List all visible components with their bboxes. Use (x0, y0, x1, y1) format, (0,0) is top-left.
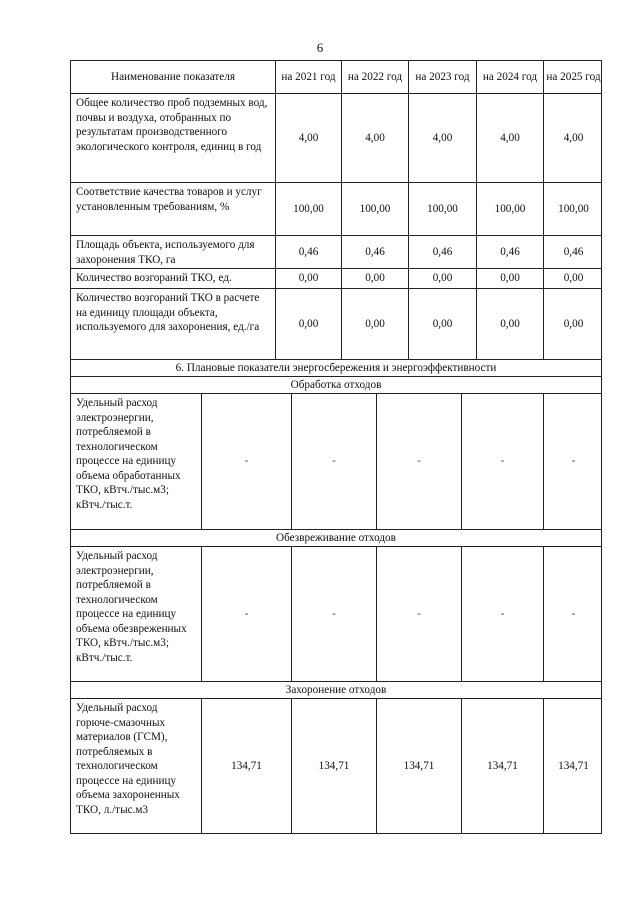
value-2021: 0,46 (276, 236, 342, 269)
indicator-name: Удельный расход горюче-смазочных материалов (ГСМ), потребляемых в технологическом процессе на единицу объема захороненных ТКО, л./тыс.м3 (71, 699, 202, 833)
indicator-name: Удельный расход электроэнергии, потребляемой в технологическом процессе на единицу объема обработанных ТКО, кВтч./тыс.м3; кВтч./тыс.т. (71, 394, 202, 529)
value-2023: 134,71 (377, 699, 462, 833)
header-year-2023: на 2023 год (409, 61, 477, 93)
value-2021: - (202, 394, 292, 529)
value-2023: 0,00 (409, 289, 477, 359)
value-2025: 0,00 (563, 272, 584, 285)
table-row (70, 547, 602, 682)
table-row (70, 699, 602, 834)
value-2023: - (377, 547, 462, 681)
value-2021: 100,00 (276, 183, 342, 235)
table-row (70, 183, 602, 236)
value-2025: 100,00 (558, 202, 589, 215)
value-2021: 0,00 (276, 269, 342, 288)
value-2023: 0,00 (409, 269, 477, 288)
group-title-row (70, 682, 602, 699)
header-year-2021: на 2021 год (276, 61, 342, 93)
value-2025: - (571, 607, 576, 620)
indicator-name: Количество возгораний ТКО в расчете на единицу площади объекта, используемого для захоронения, ед./га (71, 289, 276, 359)
value-2024: - (462, 547, 544, 681)
indicator-name: Общее количество проб подземных вод, почвы и воздуха, отобранных по результатам производственного экологического контроля, единиц в год (71, 94, 276, 182)
section-title-row (70, 360, 602, 377)
value-2023: 0,46 (409, 236, 477, 269)
indicators-table (70, 60, 602, 834)
value-2024: 134,71 (462, 699, 544, 833)
value-2022: 100,00 (342, 183, 409, 235)
value-2022: 134,71 (292, 699, 377, 833)
value-2025: 0,00 (563, 317, 584, 330)
value-2025: 0,46 (563, 246, 584, 259)
section-title: 6. Плановые показатели энергосбережения и энергоэффективности (175, 362, 497, 374)
value-2022: 0,46 (342, 236, 409, 269)
indicator-name: Площадь объекта, используемого для захоронения ТКО, га (71, 236, 276, 269)
header-indicator-name: Наименование показателя (71, 61, 276, 93)
value-2023: 100,00 (409, 183, 477, 235)
value-2024: - (462, 394, 544, 529)
value-2023: 4,00 (409, 94, 477, 182)
indicator-name: Количество возгораний ТКО, ед. (71, 269, 276, 288)
value-2025: 134,71 (558, 759, 589, 772)
value-2023: - (377, 394, 462, 529)
table-row (70, 394, 602, 530)
value-2024: 100,00 (477, 183, 544, 235)
header-year-2024: на 2024 год (477, 61, 544, 93)
value-2021: 4,00 (276, 94, 342, 182)
indicator-name: Удельный расход электроэнергии, потребляемой в технологическом процессе на единицу объема обезвреженных ТКО, кВтч./тыс.м3; кВтч./тыс.т. (71, 547, 202, 681)
group-title-neutralization: Обезвреживание отходов (276, 532, 396, 544)
header-year-2022: на 2022 год (342, 61, 409, 93)
value-2021: 134,71 (202, 699, 292, 833)
header-year-2025: на 2025 год (546, 70, 601, 83)
value-2022: - (292, 547, 377, 681)
table-row (70, 94, 602, 183)
table-row (70, 236, 602, 269)
indicator-name: Соответствие качества товаров и услуг установленным требованиям, % (71, 183, 276, 235)
value-2022: 0,00 (342, 269, 409, 288)
value-2022: 4,00 (342, 94, 409, 182)
value-2024: 0,46 (477, 236, 544, 269)
value-2025: - (571, 455, 576, 468)
table-header-row (70, 60, 602, 94)
value-2022: - (292, 394, 377, 529)
table-row (70, 269, 602, 289)
value-2024: 0,00 (477, 269, 544, 288)
value-2022: 0,00 (342, 289, 409, 359)
group-title-landfill: Захоронение отходов (285, 684, 387, 696)
value-2021: 0,00 (276, 289, 342, 359)
group-title-row (70, 377, 602, 394)
page-number: 6 (316, 40, 324, 55)
group-title-row (70, 530, 602, 547)
value-2024: 4,00 (477, 94, 544, 182)
value-2025: 4,00 (563, 131, 584, 144)
table-row (70, 289, 602, 360)
value-2024: 0,00 (477, 289, 544, 359)
group-title-processing: Обработка отходов (290, 379, 382, 391)
value-2021: - (202, 547, 292, 681)
